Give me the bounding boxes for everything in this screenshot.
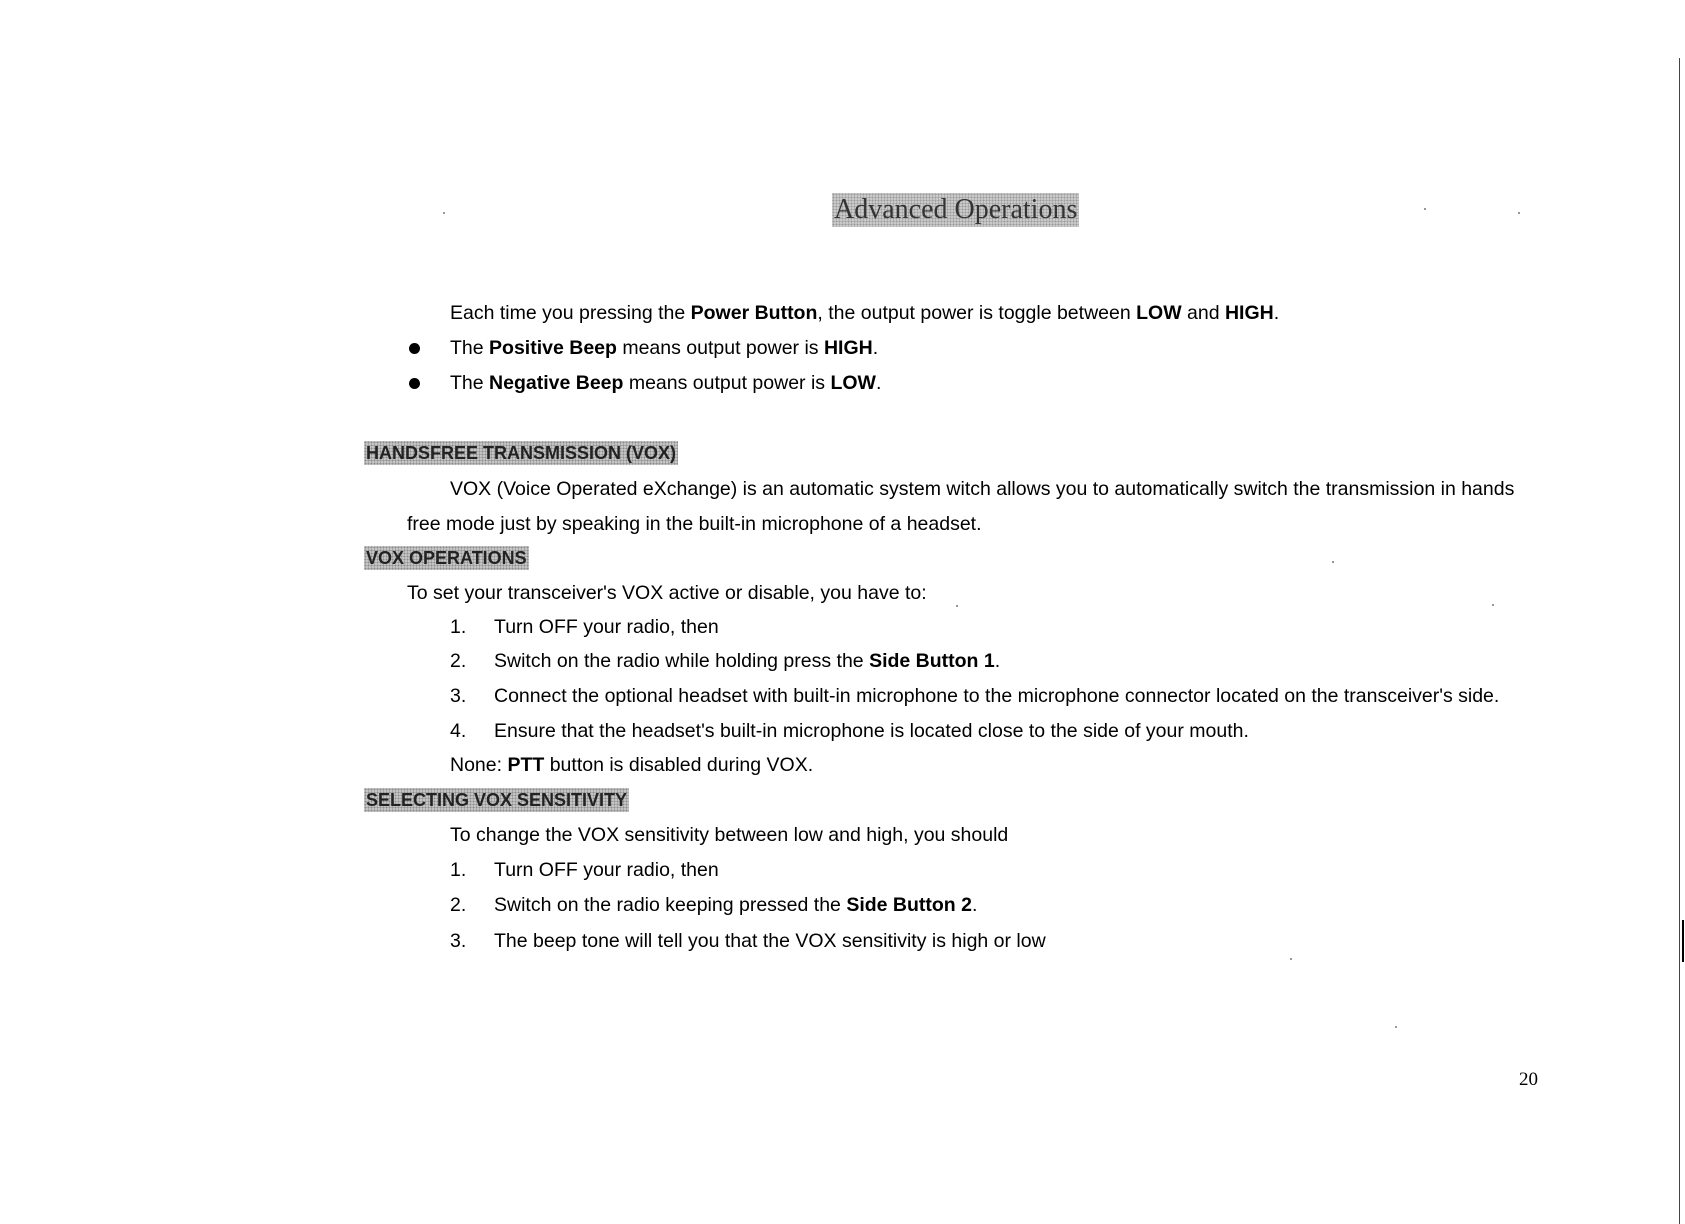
- step-number: 3.: [450, 685, 467, 707]
- bullet-text: The: [450, 372, 490, 394]
- step-text: Connect the optional headset with built-in microphone to the microphone connector located on the transceiver's side.: [494, 685, 1500, 707]
- bullet-text: .: [872, 337, 879, 359]
- ptt-term: PTT: [507, 754, 545, 776]
- bullet-text: means output power is: [623, 372, 831, 394]
- vox-sensitivity-heading: SELECTING VOX SENSITIVITY: [366, 790, 628, 810]
- intro-paragraph: [450, 301, 1279, 325]
- side-button-1-term: Side Button 1: [869, 650, 995, 672]
- intro-text: and: [1181, 302, 1225, 324]
- step-number: 2.: [450, 894, 467, 916]
- ptt-note: [450, 753, 813, 777]
- bullet-term: LOW: [830, 372, 876, 394]
- step-text: Turn OFF your radio, then: [494, 616, 719, 638]
- bullet-dot-icon: [409, 378, 420, 389]
- step-text: .: [971, 894, 978, 916]
- step-text: Switch on the radio while holding press the: [494, 650, 870, 672]
- step-text: .: [994, 650, 1001, 672]
- step-number: 1.: [450, 859, 467, 881]
- scan-speck: [956, 605, 958, 607]
- vox-step: [450, 649, 1000, 673]
- step-number: 3.: [450, 930, 467, 952]
- intro-text: Each time you pressing the: [450, 302, 691, 324]
- page-edge-rule: [1679, 58, 1680, 1224]
- vox-step: [450, 719, 1249, 743]
- sensitivity-step: [450, 893, 977, 917]
- bullet-dot-icon: [409, 343, 420, 354]
- side-button-2-term: Side Button 2: [846, 894, 972, 916]
- high-term: HIGH: [1224, 302, 1274, 324]
- bullet-item: [450, 336, 878, 360]
- note-text: button is disabled during VOX.: [544, 754, 814, 776]
- scan-speck: [1518, 212, 1520, 214]
- step-number: 2.: [450, 650, 467, 672]
- bullet-term: Negative Beep: [489, 372, 624, 394]
- bullet-term: Positive Beep: [489, 337, 617, 359]
- low-term: LOW: [1136, 302, 1182, 324]
- handsfree-heading: HANDSFREE TRANSMISSION (VOX): [366, 443, 677, 463]
- page-title: Advanced Operations: [834, 194, 1078, 225]
- intro-text: .: [1273, 302, 1280, 324]
- note-text: None:: [450, 754, 508, 776]
- step-text: The beep tone will tell you that the VOX sensitivity is high or low: [494, 930, 1046, 952]
- vox-operations-intro: To set your transceiver's VOX active or disable, you have to:: [407, 582, 927, 604]
- step-text: Turn OFF your radio, then: [494, 859, 719, 881]
- step-number: 4.: [450, 720, 467, 742]
- bullet-text: means output power is: [616, 337, 824, 359]
- intro-text: , the output power is toggle between: [817, 302, 1137, 324]
- step-text: Switch on the radio keeping pressed the: [494, 894, 847, 916]
- sensitivity-step: [450, 858, 719, 882]
- scan-speck: [443, 212, 445, 214]
- page-edge-mark: [1682, 920, 1684, 962]
- scan-speck: [1290, 958, 1292, 960]
- bullet-term: HIGH: [823, 337, 873, 359]
- scan-speck: [1424, 208, 1426, 210]
- step-text: Ensure that the headset's built-in microphone is located close to the side of your mouth.: [494, 720, 1249, 742]
- page-number: 20: [1519, 1069, 1538, 1090]
- bullet-text: .: [875, 372, 882, 394]
- vox-operations-heading: VOX OPERATIONS: [366, 548, 527, 568]
- sensitivity-intro: To change the VOX sensitivity between low and high, you should: [450, 824, 1009, 846]
- vox-step: [450, 615, 719, 639]
- sensitivity-step: [450, 929, 1046, 953]
- scan-speck: [1492, 604, 1494, 606]
- handsfree-paragraph-line2: free mode just by speaking in the built-in microphone of a headset.: [407, 513, 982, 535]
- bullet-text: The: [450, 337, 490, 359]
- handsfree-paragraph-line1: VOX (Voice Operated eXchange) is an automatic system witch allows you to automatically switch the transmission in hands: [450, 478, 1515, 500]
- scan-speck: [1395, 1026, 1397, 1028]
- vox-step: [450, 684, 1499, 708]
- step-number: 1.: [450, 616, 467, 638]
- bullet-item: [450, 371, 881, 395]
- power-button-term: Power Button: [690, 302, 818, 324]
- scan-speck: [1332, 561, 1334, 563]
